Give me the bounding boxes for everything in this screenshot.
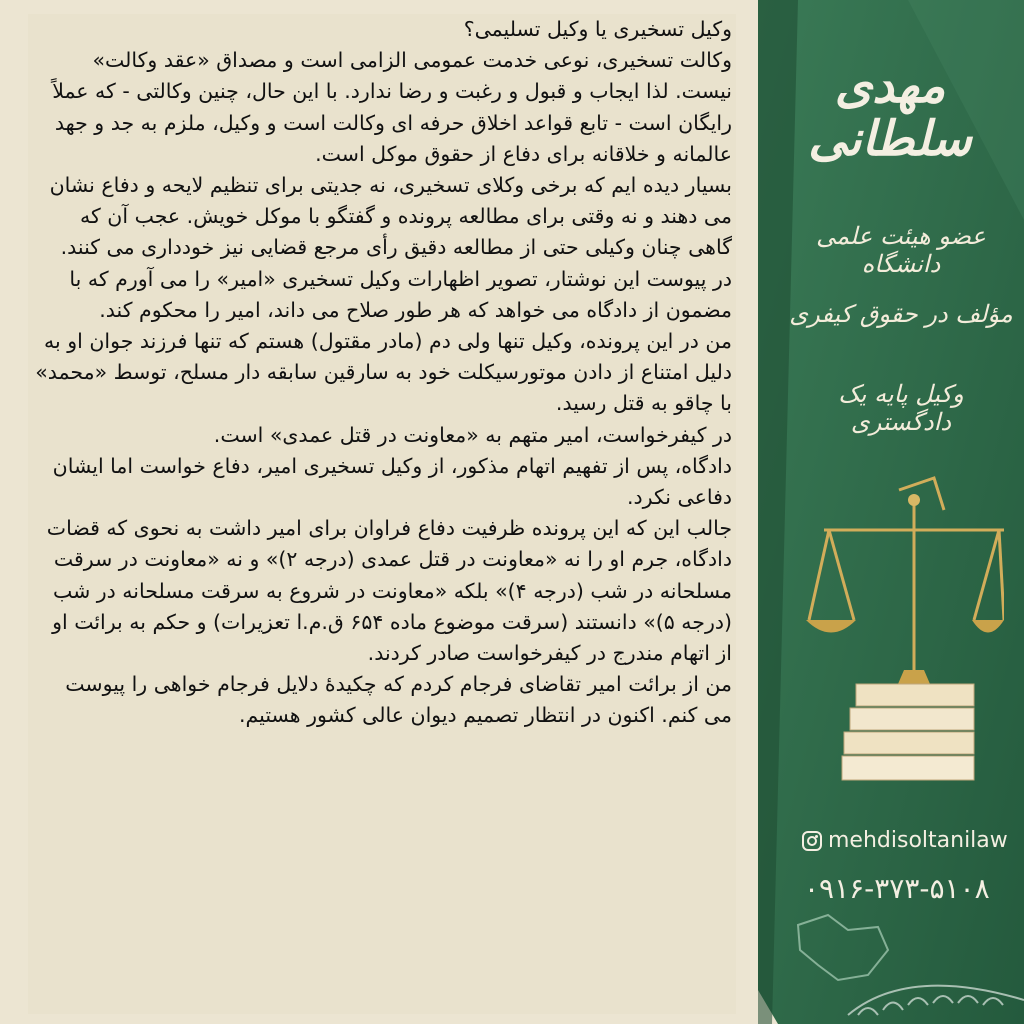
author-sidebar (758, 0, 1024, 1024)
instagram-handle[interactable] (802, 828, 1008, 853)
article-paragraph: جالب این که این پرونده ظرفیت دفاع فراوان برای امیر داشت به نحوی که قضات دادگاه، جرم او را نه «معاونت در قتل عمدی (درجه ۲)» و نه «معاونت در سرقت مسلحانه در شب (درجه ۴)» بلکه «معاونت در شروع به سرقت مسلحانه در شب (درجه ۵)» دانستند (سرقت موضوع ماده ۶۵۴ ق.م.ا تعزیرات) و حکم به برائت او از اتهام مندرج در کیفرخواست صادر کردند. (46, 516, 732, 666)
instagram-icon (802, 831, 822, 851)
article-paragraph: من از برائت امیر تقاضای فرجام کردم که چکیدهٔ دلایل فرجام خواهی را پیوست می کنم. اکنون در انتظار تصمیم دیوان عالی کشور هستیم. (65, 672, 732, 728)
author-title-lawyer: وکیل پایه یک دادگستری (838, 380, 964, 436)
article-paragraph: دادگاه، پس از تفهیم اتهام مذکور، از وکیل تسخیری امیر، دفاع خواست اما ایشان دفاعی نکرد. (52, 453, 732, 510)
article-paragraph: من در این پرونده، وکیل تنها ولی دم (مادر مقتول) هستم که تنها فرزند جوان او به دلیل امتناع از دادن موتورسیکلت خود به سارقین سابقه دار مسلح، توسط «محمد» با چاقو به قتل رسید. (35, 329, 732, 416)
author-title-author: مؤلف در حقوق کیفری (789, 300, 1013, 328)
iran-map-bridge-icon (788, 905, 1024, 1024)
article-text (28, 14, 736, 1014)
article-paragraph: بسیار دیده ایم که برخی وکلای تسخیری، نه جدیتی برای تنظیم لایحه و دفاع نشان می دهند و نه وقتی برای مطالعه پرونده و گفتگو با موکل خویش. عجب آن که گاهی چنان وکیلی حتی از مطالعه دقیق رأی مرجع قضایی نیز خودداری می کنند. (49, 173, 732, 260)
instagram-handle-text: mehdisoltanilaw (828, 828, 1008, 853)
article-paragraph: وکالت تسخیری، نوعی خدمت عمومی الزامی است و مصداق «عقد وکالت» نیست. لذا ایجاب و قبول و رغبت و رضا ندارد. با این حال، چنین وکالتی - که عملاً رایگان است - تابع قواعد اخلاق حرفه ای وکالت است و وکیل، ملزم به جد و جهد عالمانه و خلاقانه برای دفاع از حقوق موکل است. (52, 48, 732, 166)
article-paragraph: در پیوست این نوشتار، تصویر اظهارات وکیل تسخیری «امیر» را می آورم که با مضمون از دادگاه می خواهد که هر طور صلاح می داند، امیر را محکوم کند. (69, 266, 732, 322)
author-name: مهدی سلطانی (808, 58, 972, 167)
author-title-faculty: عضو هیئت علمی دانشگاه (816, 222, 986, 278)
article-paragraph: در کیفرخواست، امیر متهم به «معاونت در قتل عمدی» است. (213, 422, 732, 447)
scales-of-justice-icon (804, 470, 1004, 800)
phone-number[interactable]: ۰۹۱۶-۳۷۳-۵۱۰۸ (804, 872, 990, 905)
article-heading: وکیل تسخیری یا وکیل تسلیمی؟ (463, 17, 732, 41)
